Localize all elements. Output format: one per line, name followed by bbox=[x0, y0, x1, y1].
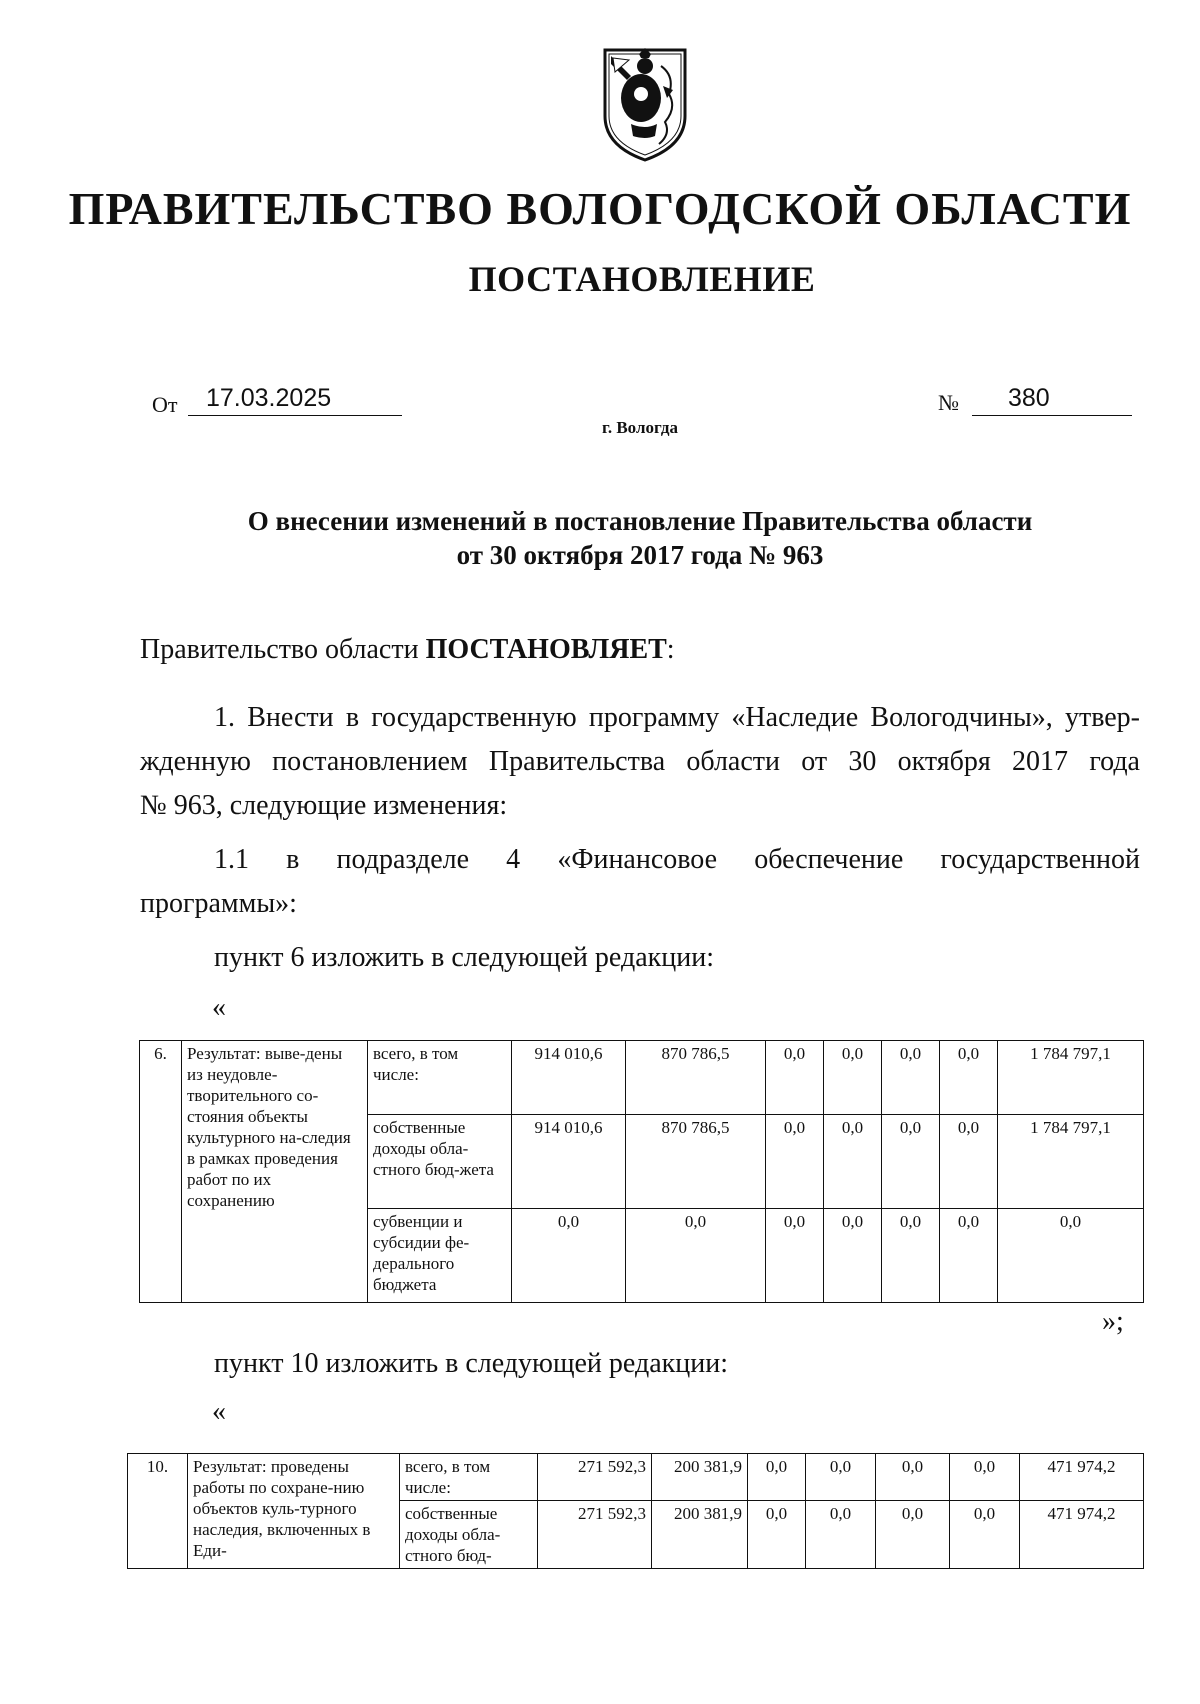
quote-open: « bbox=[212, 992, 226, 1023]
number-label: № bbox=[938, 390, 959, 415]
value-total: 471 974,2 bbox=[1020, 1454, 1144, 1501]
value-year-2: 870 786,5 bbox=[626, 1041, 766, 1115]
value-year-1: 271 592,3 bbox=[538, 1454, 652, 1501]
value-year-2: 200 381,9 bbox=[652, 1454, 748, 1501]
finance-table-item-6 bbox=[139, 1040, 1144, 1303]
item-number: 10. bbox=[128, 1454, 188, 1569]
result-description: Результат: проведены работы по сохране-нию объектов куль-турного наследия, включенных в Еди- bbox=[188, 1454, 400, 1569]
value-year-6: 0,0 bbox=[940, 1209, 998, 1303]
value-year-4: 0,0 bbox=[824, 1209, 882, 1303]
subject-line-2: от 30 октября 2017 года № 963 bbox=[456, 540, 824, 570]
value-year-1: 0,0 bbox=[512, 1209, 626, 1303]
paragraph-1-1-line-1: 1.1 в подразделе 4 «Финансовое обеспечение государственной bbox=[214, 844, 1140, 875]
government-title: ПРАВИТЕЛЬСТВО ВОЛОГОДСКОЙ ОБЛАСТИ bbox=[68, 183, 1132, 234]
funding-source: субвенции и субсидии фе-дерального бюджета bbox=[368, 1209, 512, 1303]
document-subject bbox=[150, 504, 1130, 572]
subject-line-1: О внесении изменений в постановление Правительства области bbox=[247, 506, 1033, 536]
value-year-4: 0,0 bbox=[824, 1115, 882, 1209]
funding-source: собственные доходы обла-стного бюд-жета bbox=[368, 1115, 512, 1209]
value-year-1: 914 010,6 bbox=[512, 1041, 626, 1115]
value-year-2: 0,0 bbox=[626, 1209, 766, 1303]
decree-word: ПОСТАНОВЛЯЕТ bbox=[425, 634, 667, 665]
item-10-intro: пункт 10 изложить в следующей редакции: bbox=[214, 1348, 728, 1379]
item-6-intro: пункт 6 изложить в следующей редакции: bbox=[214, 942, 714, 973]
value-year-4: 0,0 bbox=[806, 1501, 876, 1569]
value-year-5: 0,0 bbox=[876, 1454, 950, 1501]
value-year-5: 0,0 bbox=[882, 1041, 940, 1115]
quote-open: « bbox=[212, 1396, 226, 1427]
result-description: Результат: выве-дены из неудовле-творительного со-стояния объекты культурного на-следия в рамках проведения работ по их сохранению bbox=[182, 1041, 368, 1303]
document-type: ПОСТАНОВЛЕНИЕ bbox=[468, 259, 816, 299]
funding-source: всего, в том числе: bbox=[368, 1041, 512, 1115]
value-year-5: 0,0 bbox=[882, 1209, 940, 1303]
date-label: От bbox=[152, 392, 178, 417]
decree-prefix: Правительство области bbox=[140, 634, 426, 665]
value-year-6: 0,0 bbox=[940, 1041, 998, 1115]
value-year-3: 0,0 bbox=[766, 1209, 824, 1303]
value-year-6: 0,0 bbox=[940, 1115, 998, 1209]
value-year-4: 0,0 bbox=[824, 1041, 882, 1115]
funding-source: всего, в том числе: bbox=[400, 1454, 538, 1501]
value-year-5: 0,0 bbox=[876, 1501, 950, 1569]
value-total: 1 784 797,1 bbox=[998, 1115, 1144, 1209]
document-number: 380 bbox=[972, 382, 1132, 416]
paragraph-1-1 bbox=[140, 838, 1140, 926]
value-total: 1 784 797,1 bbox=[998, 1041, 1144, 1115]
value-year-6: 0,0 bbox=[950, 1501, 1020, 1569]
table-row bbox=[140, 1041, 1144, 1115]
value-year-2: 870 786,5 bbox=[626, 1115, 766, 1209]
value-year-3: 0,0 bbox=[766, 1115, 824, 1209]
table-row bbox=[128, 1454, 1144, 1501]
funding-source: собственные доходы обла-стного бюд- bbox=[400, 1501, 538, 1569]
value-total: 0,0 bbox=[998, 1209, 1144, 1303]
value-year-3: 0,0 bbox=[766, 1041, 824, 1115]
value-year-5: 0,0 bbox=[882, 1115, 940, 1209]
vologda-coat-of-arms-icon bbox=[601, 46, 689, 162]
value-year-1: 914 010,6 bbox=[512, 1115, 626, 1209]
decree-suffix: : bbox=[666, 634, 675, 665]
quote-close: »; bbox=[1102, 1306, 1124, 1337]
paragraph-1-line-1: 1. Внести в государственную программу «Наследие Вологодчины», утвер- bbox=[214, 702, 1140, 733]
city: г. Вологда bbox=[602, 418, 678, 437]
value-year-4: 0,0 bbox=[806, 1454, 876, 1501]
value-year-2: 200 381,9 bbox=[652, 1501, 748, 1569]
finance-table-item-10 bbox=[127, 1453, 1144, 1569]
document-date: 17.03.2025 bbox=[188, 382, 402, 416]
value-year-1: 271 592,3 bbox=[538, 1501, 652, 1569]
paragraph-1-1-line-2: программы»: bbox=[140, 888, 297, 919]
decree-sentence bbox=[140, 628, 675, 672]
item-number: 6. bbox=[140, 1041, 182, 1303]
paragraph-1-line-2: жденную постановлением Правительства области от 30 октября 2017 года bbox=[140, 746, 1140, 777]
paragraph-1 bbox=[140, 696, 1140, 828]
value-year-3: 0,0 bbox=[748, 1501, 806, 1569]
value-year-6: 0,0 bbox=[950, 1454, 1020, 1501]
value-total: 471 974,2 bbox=[1020, 1501, 1144, 1569]
paragraph-1-line-3: № 963, следующие изменения: bbox=[140, 790, 508, 821]
value-year-3: 0,0 bbox=[748, 1454, 806, 1501]
